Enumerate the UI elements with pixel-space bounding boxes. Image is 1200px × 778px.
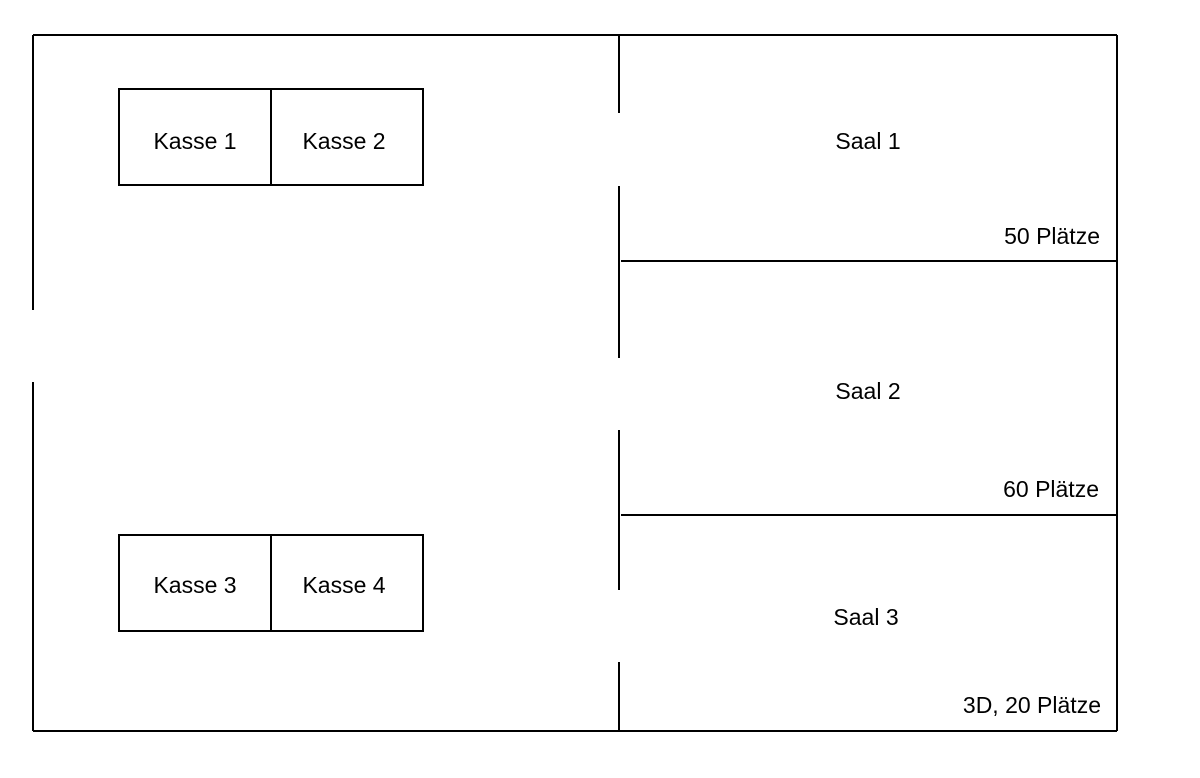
hall-name-2: Saal 2	[835, 378, 901, 404]
cashier-label-4: Kasse 4	[302, 572, 386, 598]
hall-seats-2: 60 Plätze	[1003, 476, 1099, 502]
hall-name-1: Saal 1	[835, 128, 901, 154]
cashier-label-2: Kasse 2	[302, 128, 386, 154]
cashier-label-3: Kasse 3	[153, 572, 237, 598]
hall-seats-1: 50 Plätze	[1004, 223, 1100, 249]
hall-name-3: Saal 3	[833, 604, 899, 630]
hall-seats-3: 3D, 20 Plätze	[962, 692, 1101, 718]
cashier-label-1: Kasse 1	[153, 128, 237, 154]
